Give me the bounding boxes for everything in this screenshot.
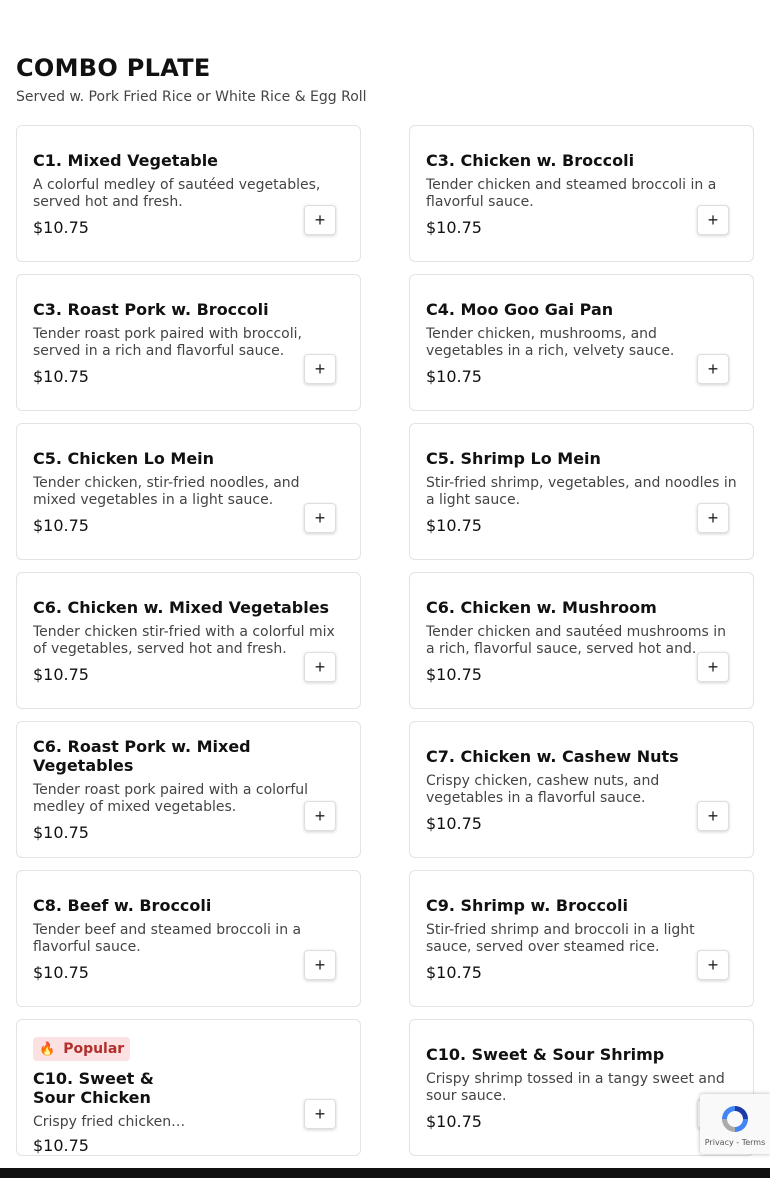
item-price: $10.75	[33, 962, 89, 982]
item-description: Crispy shrimp tossed in a tangy sweet and sour sauce.	[426, 1070, 725, 1104]
add-to-cart-button[interactable]: +	[304, 503, 336, 533]
item-name: C6. Roast Pork w. Mixed Vegetables	[33, 737, 251, 775]
item-description: Tender chicken and steamed broccoli in a flavorful sauce.	[426, 176, 717, 210]
item-name: C10. Sweet & Sour Shrimp	[426, 1044, 665, 1064]
menu-item-card[interactable]	[16, 721, 361, 858]
item-description: Tender chicken, stir-fried noodles, and mixed vegetables in a light sauce.	[33, 474, 300, 508]
item-price: $10.75	[426, 515, 482, 535]
item-price: $10.75	[33, 823, 89, 842]
item-description: Stir-fried shrimp and broccoli in a light sauce, served over steamed rice.	[426, 921, 695, 955]
item-price: $10.75	[426, 1111, 482, 1131]
item-price: $10.75	[426, 813, 482, 833]
menu-item-card[interactable]	[409, 870, 754, 1007]
item-price: $10.75	[426, 664, 482, 684]
item-description: Tender beef and steamed broccoli in a flavorful sauce.	[33, 921, 302, 955]
item-description: Tender roast pork paired with a colorful medley of mixed vegetables.	[33, 782, 309, 815]
recaptcha-icon	[718, 1102, 752, 1136]
menu-item-card[interactable]	[409, 572, 754, 709]
item-name: C5. Chicken Lo Mein	[33, 448, 215, 468]
item-description: Crispy fried chicken…	[33, 1114, 186, 1129]
add-to-cart-button[interactable]: +	[697, 950, 729, 980]
item-price: $10.75	[426, 217, 482, 237]
item-name: C7. Chicken w. Cashew Nuts	[426, 746, 679, 766]
add-to-cart-button[interactable]: +	[697, 652, 729, 682]
item-name: C6. Chicken w. Mixed Vegetables	[33, 597, 330, 617]
item-description: Stir-fried shrimp, vegetables, and noodles in a light sauce.	[426, 474, 737, 508]
item-name: C4. Moo Goo Gai Pan	[426, 299, 614, 319]
item-price: $10.75	[426, 366, 482, 386]
add-to-cart-button[interactable]: +	[697, 801, 729, 831]
item-description: Crispy chicken, cashew nuts, and vegetables in a flavorful sauce.	[426, 772, 660, 806]
badge-label: Popular	[63, 1041, 125, 1057]
recaptcha-badge[interactable]	[700, 1094, 770, 1154]
add-to-cart-button[interactable]: +	[697, 205, 729, 235]
add-to-cart-button[interactable]: +	[304, 652, 336, 682]
item-price: $10.75	[33, 515, 89, 535]
item-description: Tender chicken stir-fried with a colorful mix of vegetables, served hot and fresh.	[33, 623, 335, 657]
item-description: Tender chicken, mushrooms, and vegetables in a rich, velvety sauce.	[426, 325, 675, 359]
item-description: A colorful medley of sautéed vegetables, served hot and fresh.	[33, 176, 321, 210]
item-name: C3. Roast Pork w. Broccoli	[33, 299, 269, 319]
fire-icon: 🔥	[39, 1041, 56, 1057]
item-price: $10.75	[33, 366, 89, 386]
add-to-cart-button[interactable]: +	[304, 1099, 336, 1129]
add-to-cart-button[interactable]: +	[304, 950, 336, 980]
recaptcha-links[interactable]: Privacy - Terms	[704, 1137, 766, 1147]
add-to-cart-button[interactable]: +	[697, 503, 729, 533]
menu-item-card[interactable]	[409, 721, 754, 858]
item-name: C6. Chicken w. Mushroom	[426, 597, 657, 617]
item-name: C3. Chicken w. Broccoli	[426, 150, 635, 170]
add-to-cart-button[interactable]: +	[304, 354, 336, 384]
item-name: C8. Beef w. Broccoli	[33, 895, 212, 915]
add-to-cart-button[interactable]: +	[304, 801, 336, 831]
menu-item-card[interactable]	[16, 1019, 361, 1156]
menu-item-card[interactable]	[16, 572, 361, 709]
menu-item-card[interactable]	[409, 274, 754, 411]
bottom-bar	[0, 1168, 770, 1178]
menu-item-card[interactable]	[16, 423, 361, 560]
item-price: $10.75	[33, 1136, 89, 1155]
item-price: $10.75	[33, 664, 89, 684]
item-name: C9. Shrimp w. Broccoli	[426, 895, 628, 915]
section-title: COMBO PLATE	[16, 54, 211, 82]
menu-item-card[interactable]	[16, 870, 361, 1007]
add-to-cart-button[interactable]: +	[304, 205, 336, 235]
item-name: C10. Sweet & Sour Chicken	[33, 1069, 154, 1107]
popular-badge	[33, 1037, 130, 1061]
item-name: C5. Shrimp Lo Mein	[426, 448, 601, 468]
menu-item-card[interactable]	[409, 423, 754, 560]
add-to-cart-button[interactable]: +	[697, 354, 729, 384]
menu-item-card[interactable]	[16, 125, 361, 262]
item-name: C1. Mixed Vegetable	[33, 150, 219, 170]
menu-item-card[interactable]	[16, 274, 361, 411]
item-price: $10.75	[426, 962, 482, 982]
menu-item-card[interactable]	[409, 125, 754, 262]
section-subtitle: Served w. Pork Fried Rice or White Rice & Egg Roll	[16, 89, 367, 105]
item-description: Tender roast pork paired with broccoli, served in a rich and flavorful sauce.	[33, 325, 302, 359]
item-description: Tender chicken and sautéed mushrooms in a rich, flavorful sauce, served hot and.	[426, 623, 727, 657]
item-price: $10.75	[33, 217, 89, 237]
